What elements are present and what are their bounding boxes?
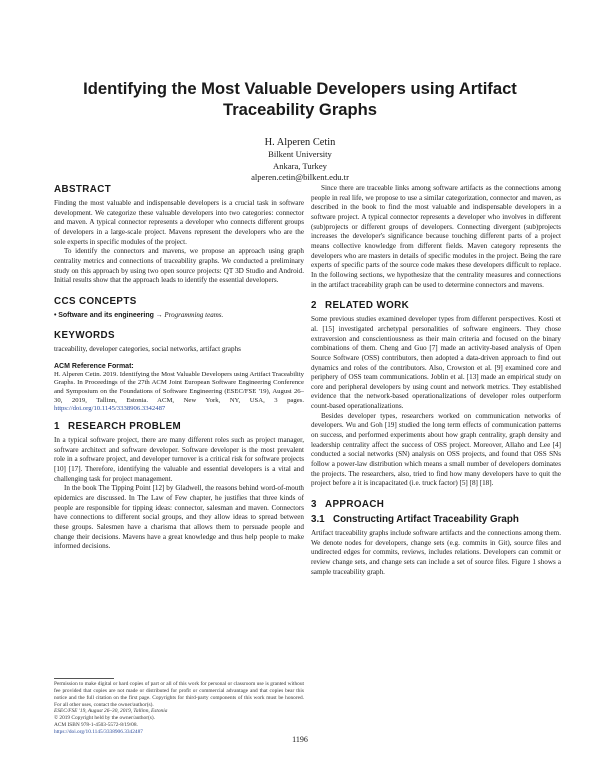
keywords-heading: KEYWORDS <box>54 329 115 341</box>
ccs-concept-main: Software and its engineering <box>58 311 154 319</box>
footnote-doi-link[interactable]: https://doi.org/10.1145/3338906.3342487 <box>54 728 143 735</box>
section-3-1-heading <box>311 514 561 526</box>
section-3-1-number: 3.1 <box>311 514 325 526</box>
footnote-venue: ESEC/FSE '19, August 26–30, 2019, Tallinn, Estonia <box>54 708 168 715</box>
footnote <box>54 681 304 736</box>
footnote-copyright: © 2019 Copyright held by the owner/author(s). <box>54 715 155 722</box>
title-line-2: Traceability Graphs <box>222 100 378 119</box>
ccs-heading: CCS CONCEPTS <box>54 295 137 307</box>
abstract-paragraph-2: To identify the connectors and mavens, we propose an approach using graph centrality metrics and connections of traceability graphs. We conducted a preliminary study on this approach by using two open source projects: QT 3D Studio and Android. Initial results show that the approach leads to identify the essential developers. <box>54 247 304 285</box>
footnote-permission: Permission to make digital or hard copies of part or all of this work for personal or classroom use is granted without fee provided that copies are not made or distributed for profit or commercial advantage and that copies bear this notice and the full citation on the first page. Copyrights for third-party components of this work must be honored. For all other uses, contact the owner/author(s). <box>54 681 304 708</box>
section-2-title: RELATED WORK <box>325 300 410 312</box>
author-email: alperen.cetin@bilkent.edu.tr <box>251 172 349 182</box>
intro-continuation: Since there are traceable links among software artifacts as the connections among people in real life, we propose to use a similar categorization, connector and maven, as described in the book to find the most valuable and indispensable developers in a software project. A typical connector represents a developer who involves in different (sub)projects or different groups of developers. Connecting divergent (sub)projects increases the developer's significance because touching different parts of a project means collective knowledge from different fields. Maven category represents the developers who are masters in details of specific modules in the project. Being the rare experts of specific parts of the source code makes these developers difficult to replace. In the following sections, we hypothesize that the centrality measures and connections in the artifact traceability graph can be used to determine connectors and mavens. <box>311 184 561 289</box>
author-name: H. Alperen Cetin <box>264 137 336 148</box>
page-number: 1196 <box>292 735 308 744</box>
section-1-paragraph-2: In the book The Tipping Point [12] by Gladwell, the reasons behind word-of-mouth epidemics are discussed. In The Law of Few chapter, he justifies that three kinds of people are responsible for tipping ideas: connector, salesman and maven. Connectors have connections to different social groups, and they allow ideas to spread between these groups. Salesmen have a charisma that allows them to persuade people and change their decisions. Mavens have a great knowledge and thus help people to make informed decisions. <box>54 484 304 551</box>
reference-doi-link[interactable]: https://doi.org/10.1145/3338906.3342487 <box>54 405 166 413</box>
paper-title <box>40 78 560 120</box>
section-1-title: RESEARCH PROBLEM <box>68 421 182 433</box>
section-1-heading <box>54 421 304 433</box>
abstract-heading: ABSTRACT <box>54 184 112 195</box>
section-1-paragraph-1: In a typical software project, there are many different roles such as project manager, software architect and software developer. Software developer is the most prevalent role in a software project, and developer turnover is a critical risk for software projects [10] [17]. Therefore, identifying the valuable and essential developers is a vital and challenging task for project management. <box>54 436 304 483</box>
title-line-1: Identifying the Most Valuable Developers using Artifact <box>83 79 517 98</box>
section-3-heading <box>311 499 561 511</box>
reference-format-heading: ACM Reference Format: <box>54 362 134 370</box>
reference-format-text <box>54 371 304 415</box>
footnote-rule <box>54 678 114 679</box>
section-3-title: APPROACH <box>325 499 385 511</box>
ccs-arrow: → <box>155 310 163 319</box>
right-column <box>311 184 561 577</box>
section-3-1-title: Constructing Artifact Traceability Graph <box>333 514 519 526</box>
keywords-text: traceability, developer categories, social networks, artifact graphs <box>54 344 241 353</box>
ccs-concept-sub: Programming teams. <box>164 310 224 319</box>
ccs-concept <box>54 311 304 320</box>
abstract-paragraph-1: Finding the most valuable and indispensable developers is a crucial task in software development. We categorize these valuable developers into two categories: connector and maven. A typical connector represents a developer who connects different groups of developers in a large-scale project. Mavens represent the developers who are the sole experts in specific modules of the project. <box>54 199 304 246</box>
author-location: Ankara, Turkey <box>273 160 327 171</box>
author-institution: Bilkent University <box>268 149 332 159</box>
ccs-bullet: • <box>54 311 57 319</box>
section-2-paragraph-1: Some previous studies examined developer types from different perspectives. Kosti et al. [15] investigated archetypal personalities of software engineers. They chose extraversion and conscientiousness as their main criteria and focused on the binary combinations of them. Cheng and Guo [7] made an activity-based analysis of Open Source Software (OSS) contributors, then adopted a data-driven approach to find out dynamics and roles of the contributors. Also, Crowston et al. [9] examined core and periphery of OSS team communications. Joblin et al. [13] made an empirical study on core and peripheral developers by using count and network metrics. They established evidence that the network-based operationalizations of developer roles outperform count-based operationalizations. <box>311 315 561 411</box>
section-2-paragraph-2: Besides developer types, researchers worked on communication networks of developers. Wu and Goh [19] studied the long term effects of communication patterns on success, and performed experiments about how graph centrality, graph density and leadership centrality affect the success of OSS project. Moreover, Allaho and Lee [4] conducted a social networks (SN) analysis on OSS projects, and found that OSS SNs follow a power-law distribution which means a small number of developers dominates the projects. The researchers, also, tried to find how many developers have to quit the project before a it is incapacitated (i.e. truck factor) [5] [8] [18]. <box>311 411 561 488</box>
section-2-number: 2 <box>311 300 317 312</box>
section-3-number: 3 <box>311 499 317 511</box>
title-block <box>40 78 560 184</box>
section-3-1-paragraph-1: Artifact traceability graphs include software artifacts and the connections among them. We denote nodes for developers, change sets (e.g. commits in Git), source files and undirected edges for commits, reviews, includes relations. Developers can commit or review change sets, and change sets can include a set of source files. Figure 1 shows a sample traceability graph. <box>311 529 561 576</box>
section-1-number: 1 <box>54 421 60 433</box>
left-column <box>54 184 304 552</box>
section-2-heading <box>311 300 561 312</box>
footnote-isbn: ACM ISBN 978-1-4503-5572-8/19/08. <box>54 722 138 729</box>
reference-citation: H. Alperen Cetin. 2019. Identifying the Most Valuable Developers using Artifact Traceability Graphs. In Proceedings of the 27th ACM Joint European Software Engineering Conference and Symposium on the Foundations of Software Engineering (ESEC/FSE '19), August 26–30, 2019, Tallinn, Estonia. ACM, New York, NY, USA, 3 pages. <box>54 370 304 404</box>
